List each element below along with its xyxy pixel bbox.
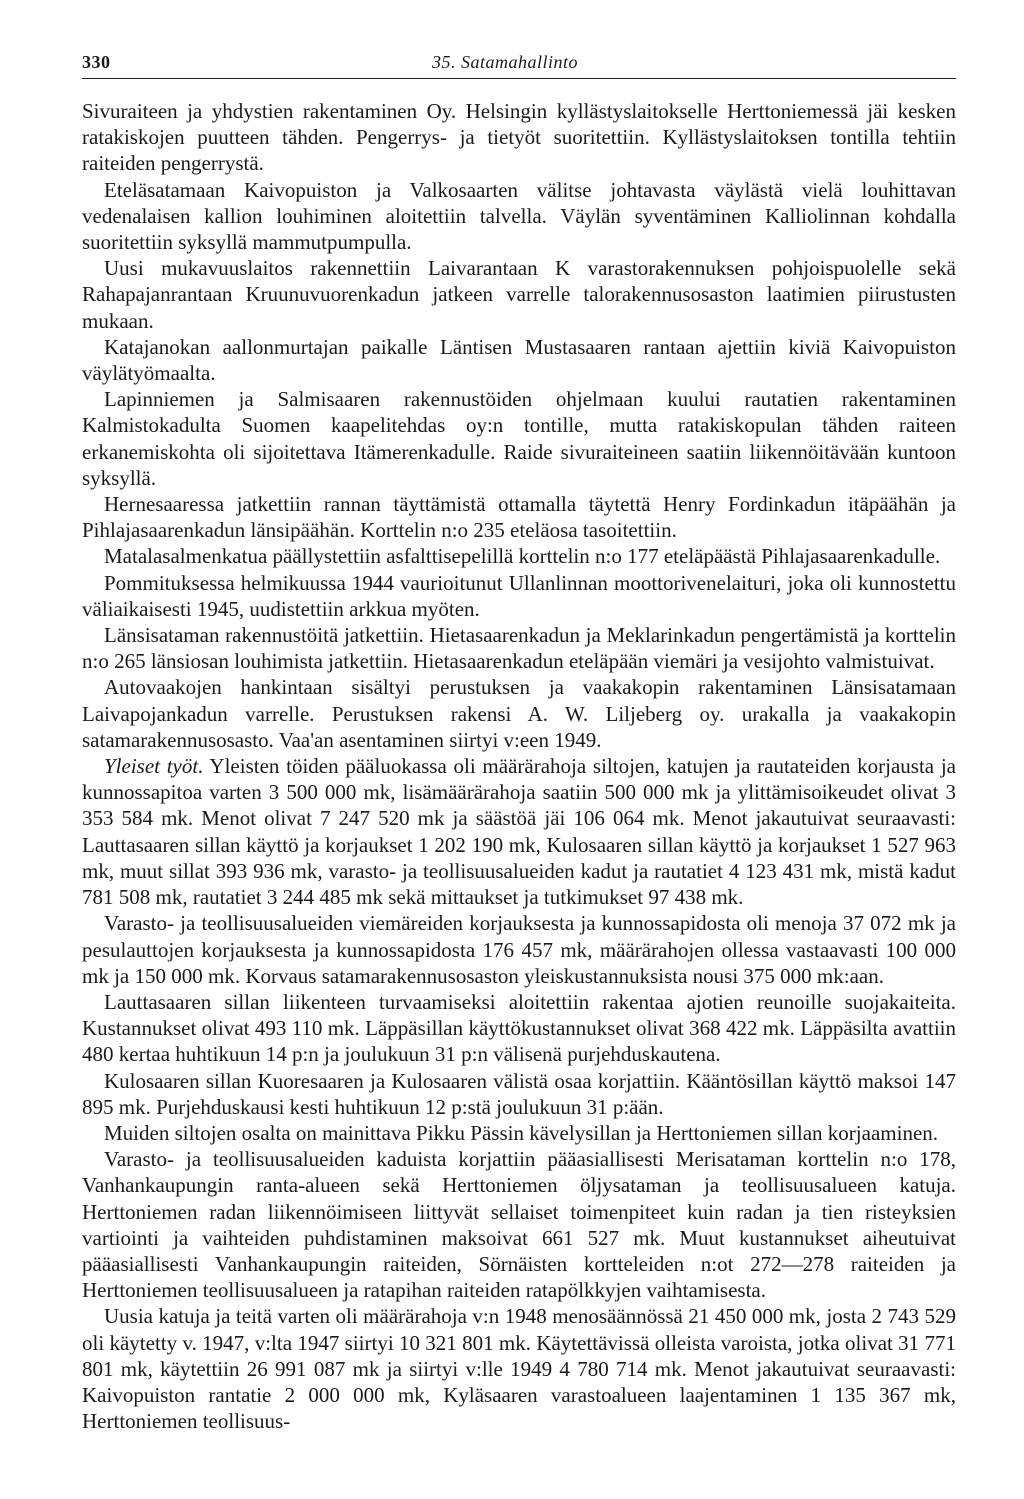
body-text bbox=[82, 98, 956, 1434]
paragraph: Autovaakojen hankintaan sisältyi perustuksen ja vaakakopin rakentaminen Länsisatamaan Laivapojankadun varrelle. Perustuksen rakensi A. W. Liljeberg oy. urakalla ja vaakakopin satamarakennusosasto. Vaa'an asentaminen siirtyi v:een 1949. bbox=[82, 675, 956, 752]
paragraph: Hernesaaressa jatkettiin rannan täyttämistä ottamalla täytettä Henry Fordinkadun itäpäähän ja Pihlajasaarenkadun länsipäähän. Korttelin n:o 235 eteläosa tasoitettiin. bbox=[82, 492, 956, 543]
paragraph: Lauttasaaren sillan liikenteen turvaamiseksi aloitettiin rakentaa ajotien reunoille suojakaiteita. Kustannukset olivat 493 110 mk. Läppäsillan käyttökustannukset olivat 368 422 mk. Läppäsilta avattiin 480 kertaa huhtikuun 14 p:n ja joulukuun 31 p:n välisenä purjehduskautena. bbox=[82, 989, 956, 1067]
paragraph: Sivuraiteen ja yhdystien rakentaminen Oy. Helsingin kyllästyslaitokselle Herttoniemessä jäi kesken ratakiskojen puutteen tähden. Pengerrys- ja tietyöt suoritettiin. Kyllästyslaitoksen tontilla tehtiin raiteiden pengerrystä. bbox=[82, 99, 956, 176]
paragraph: Yleiset työt. Yleisten töiden pääluokassa oli määrärahoja siltojen, katujen ja rautateiden korjausta ja kunnossapitoa varten 3 500 000 mk, lisämäärärahoja saatiin 500 000 mk ja ylittämisoikeudet olivat 3 353 584 mk. Menot olivat 7 247 520 mk ja säästöä jäi 106 064 mk. Menot jakautuivat seuraavasti: Lauttasaaren sillan käyttö ja korjaukset 1 202 190 mk, Kulosaaren sillan käyttö ja korjaukset 1 527 963 mk, muut sillat 393 936 mk, varasto- ja teollisuusalueiden kadut ja rautatiet 4 123 431 mk, mistä kadut 781 508 mk, rautatiet 3 244 485 mk sekä mittaukset ja tutkimukset 97 438 mk. bbox=[82, 754, 956, 910]
paragraph: Varasto- ja teollisuusalueiden viemäreiden korjauksesta ja kunnossapidosta oli menoja 37 072 mk ja pesulauttojen korjauksesta ja kunnossapidosta 176 457 mk, määrärahojen ollessa vastaavasti 100 000 mk ja 150 000 mk. Korvaus satamarakennusosaston yleiskustannuksista nousi 375 000 mk:aan. bbox=[82, 911, 956, 988]
paragraph: Pommituksessa helmikuussa 1944 vaurioitunut Ullanlinnan moottorivenelaituri, joka oli kunnostettu väliaikaisesti 1945, uudistettiin arkkua myöten. bbox=[82, 570, 956, 621]
paragraph: Eteläsatamaan Kaivopuiston ja Valkosaarten välitse johtavasta väylästä vielä louhittavan vedenalaisen kallion louhiminen aloitettiin talvella. Väylän syventäminen Kalliolinnan kohdalla suoritettiin syksyllä mammutpumpulla. bbox=[82, 177, 956, 255]
paragraph: Uusi mukavuuslaitos rakennettiin Laivarantaan K varastorakennuksen pohjoispuolelle sekä Rahapajanrantaan Kruunuvuorenkadun jatkeen varrelle talorakennusosaston laatimien piirustusten mukaan. bbox=[82, 256, 956, 333]
paragraph: Katajanokan aallonmurtajan paikalle Läntisen Mustasaaren rantaan ajettiin kiviä Kaivopuiston väylätyömaalta. bbox=[82, 334, 956, 386]
paragraph: Uusia katuja ja teitä varten oli määrärahoja v:n 1948 menosäännössä 21 450 000 mk, josta 2 743 529 oli käytetty v. 1947, v:lta 1947 siirtyi 10 321 801 mk. Käytettävissä olleista varoista, jotka olivat 31 771 801 mk, käytettiin 26 991 087 mk ja siirtyi v:lle 1949 4 780 714 mk. Menot jakautuivat seuraavasti: Kaivopuiston rantatie 2 000 000 mk, Kyläsaaren varastoalueen laajentaminen 1 135 367 mk, Herttoniemen teollisuus- bbox=[82, 1304, 956, 1434]
section-title: 35. Satamahallinto bbox=[432, 52, 579, 72]
running-header bbox=[82, 48, 956, 79]
paragraph: Länsisataman rakennustöitä jatkettiin. Hietasaarenkadun ja Meklarinkadun pengertämistä ja korttelin n:o 265 länsiosan louhimista jatkettiin. Hietasaarenkadun eteläpään viemäri ja vesijohto valmistuivat. bbox=[82, 623, 956, 674]
paragraph: Varasto- ja teollisuusalueiden kaduista korjattiin pääasiallisesti Merisataman korttelin n:o 178, Vanhankaupungin ranta-alueen sekä Herttoniemen öljysataman ja teollisuusalueen katuja. Herttoniemen radan liikennöimiseen liittyvät sellaiset toimenpiteet kuin radan ja tien risteyksien vartiointi ja vaihteiden puhdistaminen maksoivat 661 527 mk. Muut kustannukset aiheutuivat pääasiallisesti Vanhankaupungin raiteiden, Sörnäisten kortteleiden n:ot 272—278 raiteiden ja Herttoniemen teollisuusalueen ja ratapihan raiteiden ratapölkkyjen vaihtamisesta. bbox=[82, 1147, 956, 1303]
page-number: 330 bbox=[82, 52, 111, 72]
paragraph: Lapinniemen ja Salmisaaren rakennustöiden ohjelmaan kuului rautatien rakentaminen Kalmistokadulta Suomen kaapelitehdas oy:n tontille, mutta ratakiskopulan tähden raiteen erkanemiskohta oli sijoitettava Itämerenkadulle. Raide sivuraiteineen saatiin liikennöitävään kuntoon syksyllä. bbox=[82, 387, 956, 490]
paragraph: Kulosaaren sillan Kuoresaaren ja Kulosaaren välistä osaa korjattiin. Kääntösillan käyttö maksoi 147 895 mk. Purjehduskausi kesti huhtikuun 12 p:stä joulukuun 31 p:ään. bbox=[82, 1068, 956, 1119]
paragraph: Matalasalmenkatua päällystettiin asfalttisepelillä korttelin n:o 177 eteläpäästä Pihlajasaarenkadulle. bbox=[104, 544, 941, 569]
paragraph: Muiden siltojen osalta on mainittava Pikku Pässin kävelysillan ja Herttoniemen sillan korjaaminen. bbox=[104, 1120, 939, 1145]
subsection-lead: Yleiset työt. bbox=[104, 754, 204, 779]
